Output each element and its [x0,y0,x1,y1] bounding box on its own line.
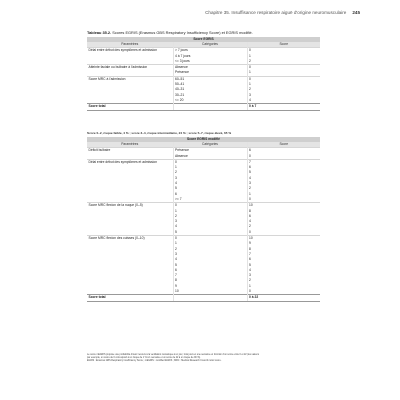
column-header: Catégories [173,142,247,148]
running-head [160,10,360,15]
category-cell: 0 [173,159,247,165]
score-cell: 3 [247,273,320,278]
footnote-line: EGRIS : Erasmus GBS Respiratory Insufficiency Score ; mEGRIS : modified EGRIS ; MRC : Medical Research Council motor score. [87,360,222,363]
score-cell: 3 [247,93,320,98]
score-cell: 10 [247,236,320,242]
parameter-cell: Score MRC flexion de la nuque (0–5) [87,203,173,209]
category-cell: 9 [173,284,247,289]
category-cell: Présence [173,70,247,76]
parameter-cell: Délai entre début des symptômes et admission [87,159,173,165]
parameter-cell: Atteinte faciale ou bulbaire à l'admission [87,65,173,71]
category-cell: 7 [173,273,247,278]
score-cell: 0 [247,76,320,82]
score-cell: 6 [247,257,320,262]
parameter-cell: Délai entre début des symptômes et admission [87,48,173,54]
score-cell: 10 [247,203,320,209]
category-cell: 8 [173,278,247,283]
category-cell: 4 [173,224,247,229]
column-header: Score [247,42,320,48]
table-header-row [87,142,320,148]
score-cell: 6 [247,214,320,219]
table-caption-label: Tableau 35.2. [87,30,112,35]
score-cell: 0 [247,65,320,71]
footnote-line: Le score mEGRIS propose une probabilité d'avoir recours à la ventilation mécanique à un jour, trois jours et une semaine en fonction d'un score entre 0 et 22 (les valeurs [87,354,259,356]
column-header: Catégories [173,42,247,48]
total-row [87,295,320,301]
score-cell: 0 [247,48,320,54]
category-cell: 4 [173,257,247,262]
table-caption [87,30,327,35]
column-header: Paramètres [87,42,173,48]
table-header-row [87,42,320,48]
score-cell: 8 [247,209,320,214]
score-cell: 8 [247,247,320,252]
score-cell: 2 [247,186,320,191]
category-cell: <= 3 jours [173,59,247,65]
score-cell: 7 [247,252,320,257]
score-cell: 1 [247,192,320,197]
score-cell: 6 [247,148,320,154]
score-cell: 4 [247,176,320,181]
category-cell: 0 [173,236,247,242]
category-cell: > 7 jours [173,48,247,54]
risk-summary: Score 0–2, risque faible, 4 % ; score 3–4, risque intermédiaire, 24 % ; score 5–7, risque élevé, 65 % [87,131,232,135]
category-cell: 4 [173,181,247,186]
column-header: Score [247,142,320,148]
category-cell: 5 [173,263,247,268]
category-cell: 50–41 [173,82,247,87]
total-value: 0 à 7 [247,104,320,110]
score-cell: 1 [247,70,320,76]
category-cell: 3 [173,219,247,224]
footnote-line: par exemple, un score de 0 correspond à un risque de 1 % à 1 semaine et un score de 22 à un risque de 90 %). [87,357,201,360]
score-cell: 3 [247,181,320,186]
category-cell: >= 7 [173,197,247,203]
score-cell: 6 [247,165,320,170]
score-cell: 4 [247,98,320,104]
score-cell: 2 [247,59,320,65]
category-cell: 2 [173,247,247,252]
category-cell: 2 [173,214,247,219]
parameter-cell: Score MRC flexion des cuisses (0–10) [87,236,173,242]
category-cell: 40–31 [173,87,247,92]
category-cell: Absence [173,154,247,160]
megris-table [87,137,320,302]
category-cell: 60–51 [173,76,247,82]
total-label: Score total [87,104,173,110]
egris-table [87,37,320,111]
score-cell: 5 [247,263,320,268]
total-row [87,104,320,110]
score-cell: 7 [247,159,320,165]
table-caption-text: Scores EGRIS (Erasmus GBS Respiratory Insufficiency Score) et EGRIS modifié. [112,30,253,35]
score-cell: 1 [247,284,320,289]
score-cell: 0 [247,197,320,203]
score-cell: 2 [247,224,320,229]
page-number: 245 [352,10,360,15]
score-cell: 2 [247,87,320,92]
score-cell: 2 [247,278,320,283]
category-cell: <= 20 [173,98,247,104]
parameter-cell: Déficit bulbaire [87,148,173,154]
parameter-cell: Score MRC à l'admission [87,76,173,82]
score-cell: 0 [247,289,320,295]
category-cell: 3 [173,252,247,257]
score-cell: 9 [247,241,320,246]
category-cell: 0 [173,203,247,209]
score-cell: 5 [247,170,320,175]
category-cell: Absence [173,65,247,71]
table-title: Score EGRIS modifié [87,137,320,142]
category-cell: 1 [173,209,247,214]
running-head-chapter: Chapitre 35. Insuffisance respiratoire aiguë d'origine neuromusculaire [205,10,347,15]
table-footnote [87,354,327,363]
score-cell: 4 [247,219,320,224]
score-cell: 4 [247,268,320,273]
score-cell: 0 [247,230,320,236]
category-cell: 1 [173,165,247,170]
score-cell: 1 [247,82,320,87]
table-title: Score EGRIS [87,37,320,42]
column-header: Paramètres [87,142,173,148]
category-cell: 1 [173,241,247,246]
category-cell: 6 [173,192,247,197]
total-value: 0 à 22 [247,295,320,301]
category-cell: 30–21 [173,93,247,98]
category-cell: 5 [173,186,247,191]
score-cell: 0 [247,154,320,160]
category-cell: 4 à 7 jours [173,54,247,59]
category-cell: Présence [173,148,247,154]
score-cell: 1 [247,54,320,59]
category-cell: 3 [173,176,247,181]
total-spacer [173,104,247,110]
total-spacer [173,295,247,301]
category-cell: 6 [173,268,247,273]
total-label: Score total [87,295,173,301]
category-cell: 2 [173,170,247,175]
category-cell: 5 [173,230,247,236]
category-cell: 10 [173,289,247,295]
